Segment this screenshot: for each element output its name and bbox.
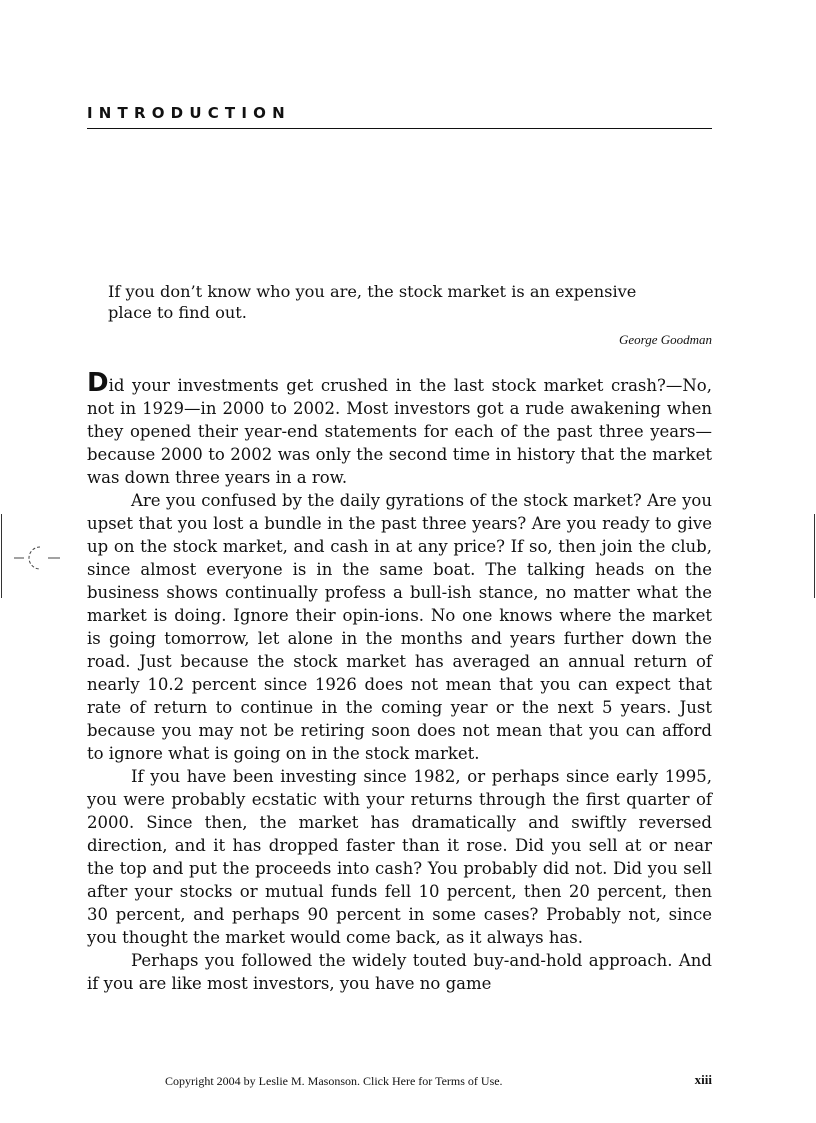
paragraph-3: If you have been investing since 1982, or perhaps since early 1995, you were probably ecstatic with your returns through the first quarter of 2000. Since then, the market has dramatically and swiftly reversed direction, and it has dropped faster than it rose. Did you sell at or near the top and put the proceeds into cash? You probably did not. Did you sell after your stocks or mutual funds fell 10 percent, then 20 percent, then 30 percent, and perhaps 90 percent in some cases? Probably not, since you thought the market would come back, as it always has. (87, 767, 712, 947)
copyright-link[interactable]: Copyright 2004 by Leslie M. Masonson. Click Here for Terms of Use. (165, 1074, 503, 1088)
crop-mark-icon (14, 543, 62, 573)
page-number: xiii (694, 1072, 712, 1087)
paragraph-1-text: id your investments get crushed in the last stock market crash?—No, not in 1929—in 2000 to 2002. Most investors got a rude awakening when they opened their year-end statements for each of the past three years—because 2000 to 2002 was only the second time in history that the market was down three years in a row. (87, 376, 712, 487)
chapter-title: INTRODUCTION (87, 104, 291, 122)
left-margin-rule (1, 514, 2, 598)
epigraph-author: George Goodman (618, 332, 712, 347)
epigraph-quote: If you don’t know who you are, the stock market is an expensive place to find out. (108, 282, 637, 322)
body-text (87, 368, 712, 995)
paragraph-4: Perhaps you followed the widely touted buy-and-hold approach. And if you are like most investors, you have no game (87, 951, 712, 993)
paragraph-2: Are you confused by the daily gyrations of the stock market? Are you upset that you lost a bundle in the past three years? Are you ready to give up on the stock market, and cash in at any price? If so, then join the club, since almost everyone is in the same boat. The talking heads on the business shows continually profess a bull-ish stance, no matter what the market is doing. Ignore their opin-ions. No one knows where the market is going tomorrow, let alone in the months and years further down the road. Just because the stock market has averaged an annual return of nearly 10.2 percent since 1926 does not mean that you can expect that rate of return to continue in the coming year or the next 5 years. Just because you may not be retiring soon does not mean that you can afford to ignore what is going on in the stock market. (87, 491, 712, 763)
right-margin-rule (814, 514, 815, 598)
chapter-heading (87, 104, 712, 129)
drop-initial: D (87, 368, 109, 398)
paragraph-1 (87, 368, 712, 489)
